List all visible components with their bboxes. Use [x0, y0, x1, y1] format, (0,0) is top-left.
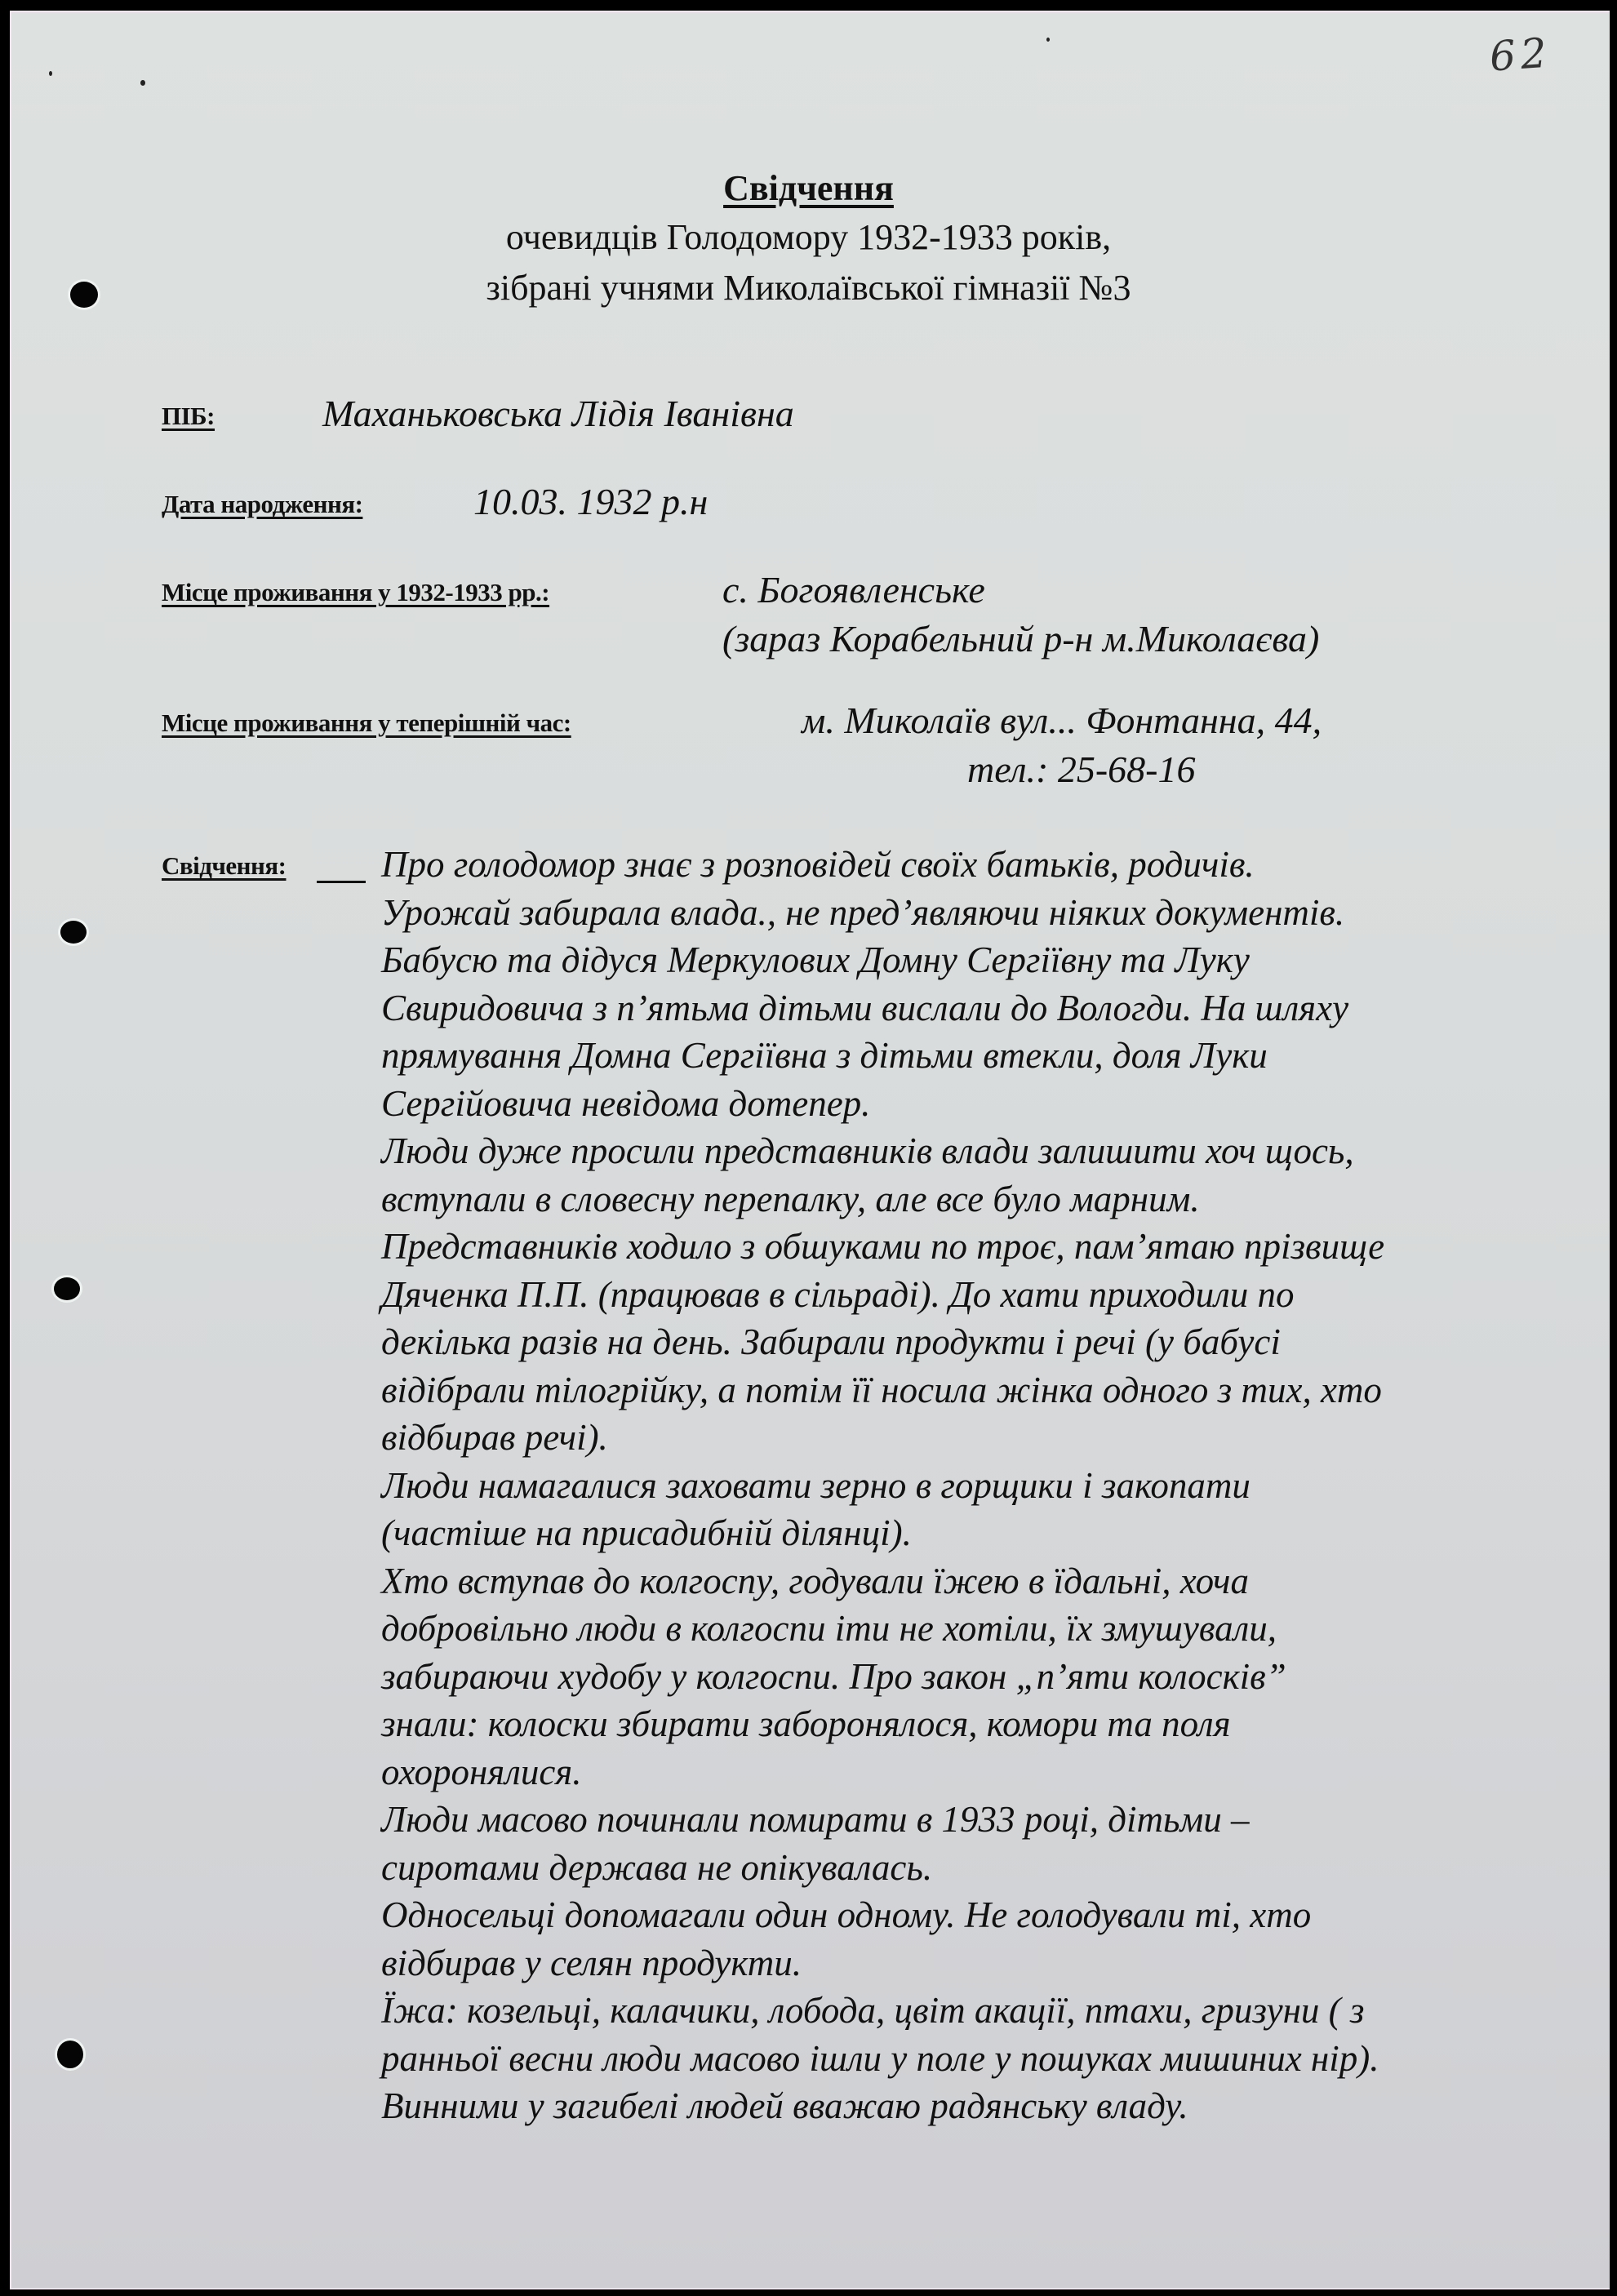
punch-hole-icon: [54, 1277, 80, 1300]
testimony-line: Люди намагалися заховати зерно в горщики і закопати: [381, 1464, 1251, 1506]
document-subtitle-line1: очевидців Голодомору 1932-1933 років,: [505, 217, 1112, 257]
residence-now-label: Місце проживання у теперішній час:: [162, 708, 571, 737]
testimony-line: вступали в словесну перепалку, але все було марним.: [381, 1178, 1200, 1219]
testimony-line: Односельці допомагали один одному. Не голодували ті, хто: [381, 1894, 1312, 1935]
testimony-line: Винними у загибелі людей вважаю радянську владу.: [381, 2085, 1188, 2126]
testimony-line: Дяченка П.П. (працював в сільраді). До хати приходили по: [381, 1273, 1295, 1315]
birth-date-value: 10.03. 1932 р.н: [473, 481, 709, 522]
testimony-text: [381, 841, 1589, 2130]
testimony-line: добровільно люди в колгоспи іти не хотіли, їх змушували,: [381, 1608, 1277, 1649]
testimony-line: Про голодомор знає з розповідей своїх батьків, родичів.: [381, 844, 1255, 885]
name-label: ПІБ:: [162, 402, 215, 430]
residence-now-value-line1: м. Миколаїв вул... Фонтанна, 44,: [802, 699, 1322, 741]
testimony-line: декілька разів на день. Забирали продукти і речі (у бабусі: [381, 1321, 1281, 1362]
speck-icon: [49, 71, 52, 76]
testimony-line: відбирав у селян продукти.: [381, 1942, 802, 1983]
birth-date-label: Дата народження:: [162, 490, 363, 518]
testimony-line: забираючи худобу у колгоспи. Про закон „п’яти колосків”: [381, 1655, 1286, 1697]
testimony-label-underline: [317, 881, 366, 883]
residence-1932-value-line2: (зараз Корабельний р-н м.Миколаєва): [722, 618, 1320, 659]
testimony-line: Представників ходило з обшуками по троє, пам’ятаю прізвище: [381, 1226, 1385, 1267]
testimony-line: знали: колоски збирати заборонялося, комори та поля: [381, 1703, 1231, 1744]
testimony-line: Урожай забирала влада., не пред’являючи ніяких документів.: [381, 891, 1345, 933]
punch-hole-icon: [60, 921, 87, 944]
testimony-line: Люди масово починали помирати в 1933 році, дітьми –: [381, 1799, 1250, 1840]
name-value: Маханьковська Лідія Іванівна: [322, 393, 794, 434]
testimony-line: Сергійовича невідома дотепер.: [381, 1082, 871, 1124]
testimony-line: відібрали тілогрійку, а потім її носила жінка одного з тих, хто: [381, 1369, 1382, 1410]
residence-1932-value-line1: с. Богоявленське: [722, 569, 985, 611]
residence-1932-label: Місце проживання у 1932-1933 рр.:: [162, 578, 550, 606]
testimony-line: ранньої весни люди масово ішли у поле у пошуках мишиних нір).: [381, 2037, 1379, 2079]
testimony-line: Хто вступав до колгоспу, годували їжею в їдальні, хоча: [381, 1560, 1249, 1601]
speck-icon: [1046, 38, 1050, 42]
punch-hole-icon: [57, 2041, 83, 2068]
testimony-line: прямування Домна Сергіївна з дітьми втекли, доля Луки: [381, 1035, 1268, 1076]
testimony-line: сиротами держава не опікувалась.: [381, 1846, 933, 1888]
testimony-line: Бабусю та дідуся Меркулових Домну Сергіївну та Луку: [381, 939, 1250, 980]
speck-icon: [140, 80, 145, 86]
handwritten-page-number: 62: [1488, 29, 1553, 81]
testimony-label: Свідчення:: [162, 851, 287, 880]
testimony-line: Їжа: козельці, калачики, лобода, цвіт акації, птахи, гризуни ( з: [381, 1990, 1365, 2031]
testimony-line: Свиридовича з п’ятьма дітьми вислали до Вологди. На шляху: [381, 987, 1349, 1028]
testimony-line: відбирав речі).: [381, 1417, 608, 1458]
residence-now-value-line2: тел.: 25-68-16: [967, 748, 1196, 790]
testimony-line: (частіше на присадибній ділянці).: [381, 1512, 912, 1553]
document-title: Свідчення: [723, 168, 894, 208]
testimony-line: охоронялися.: [381, 1751, 582, 1792]
document-subtitle-line2: зібрані учнями Миколаївської гімназії №3: [486, 268, 1131, 308]
testimony-line: Люди дуже просили представників влади залишити хоч щось,: [381, 1130, 1354, 1171]
